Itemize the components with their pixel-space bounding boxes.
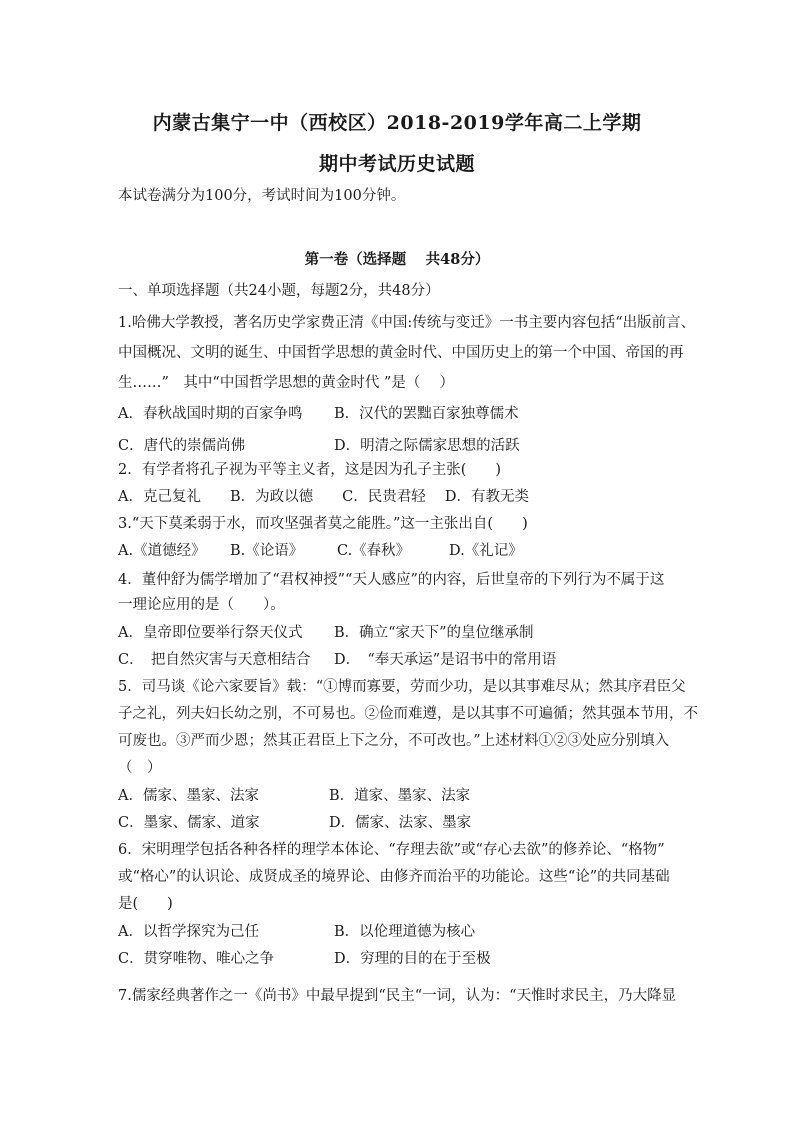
question-1-option-d: D．明清之际儒家思想的活跃 bbox=[334, 438, 520, 454]
question-4-line2: 一理论应用的是（ ）。 bbox=[118, 597, 285, 613]
question-6-option-b: B．以伦理道德为核心 bbox=[334, 924, 476, 940]
question-2-line1: 2．有学者将孔子视为平等主义者，这是因为孔子主张( ) bbox=[118, 462, 502, 478]
question-1-option-c: C．唐代的崇儒尚佛 bbox=[118, 438, 246, 454]
section-title: 第一卷（选择题 共48分） bbox=[304, 251, 490, 268]
question-5-option-d: D．儒家、法家、墨家 bbox=[329, 815, 472, 831]
question-4-option-d: D． “奉天承运”是诏书中的常用语 bbox=[334, 652, 557, 668]
question-3-option-c: C.《春秋》 bbox=[337, 543, 411, 559]
question-5-option-c: C．墨家、儒家、道家 bbox=[118, 815, 260, 831]
question-5-line4: （ ） bbox=[118, 760, 162, 776]
question-6-line1: 6．宋明理学包括各种各样的理学本体论、“存理去欲”或“存心去欲”的修养论、“格物” bbox=[118, 842, 665, 858]
question-2-options: A．克己复礼 B．为政以德 C．民贵君轻 D．有教无类 bbox=[118, 489, 529, 505]
question-4-option-c: C． 把自然灾害与天意相结合 bbox=[118, 652, 311, 668]
question-6-line3: 是( ) bbox=[118, 896, 173, 912]
exam-title-line2: 期中考试历史试题 bbox=[318, 153, 475, 175]
question-3-line1: 3.“天下莫柔弱于水，而攻坚强者莫之能胜。”这一主张出自( ) bbox=[118, 516, 528, 532]
question-4-option-a: A．皇帝即位要举行祭天仪式 bbox=[118, 625, 303, 641]
question-5-line2: 子之礼，列夫妇长幼之别，不可易也。②俭而难遵，是以其事不可遍循；然其强本节用，不 bbox=[118, 706, 698, 722]
section-instruction: 一、单项选择题（共24小题，每题2分，共48分） bbox=[118, 283, 440, 299]
question-7-line1: 7.儒家经典著作之一《尚书》中最早提到“民主“一词，认为：“天惟时求民主，乃大降显 bbox=[118, 988, 677, 1004]
question-3-option-b: B.《论语》 bbox=[230, 543, 304, 559]
question-6-line2: 或“格心”的认识论、成贤成圣的境界论、由修齐而治平的功能论。这些“论”的共同基础 bbox=[118, 869, 670, 885]
question-1-option-a: A．春秋战国时期的百家争鸣 bbox=[118, 406, 303, 422]
exam-title-line1: 内蒙古集宁一中（西校区）2018-2019学年高二上学期 bbox=[152, 112, 642, 134]
question-5-option-b: B．道家、墨家、法家 bbox=[329, 788, 471, 804]
question-5-option-a: A．儒家、墨家、法家 bbox=[118, 788, 259, 804]
question-1-option-b: B．汉代的罢黜百家独尊儒术 bbox=[334, 406, 519, 422]
question-5-line3: 可废也。③严而少恩；然其正君臣上下之分，不可改也。”上述材料①②③处应分别填入 bbox=[118, 733, 670, 749]
question-1-line1: 1.哈佛大学教授，著名历史学家费正清《中国:传统与变迁》一书主要内容包括“出版前言、 bbox=[118, 315, 696, 331]
question-6-option-d: D．穷理的目的在于至极 bbox=[334, 951, 491, 967]
question-6-option-c: C．贯穿唯物、唯心之争 bbox=[118, 951, 275, 967]
question-1-line3: 生……” 其中“中国哲学思想的黄金时代 ”是（ ） bbox=[118, 375, 454, 391]
question-5-line1: 5．司马谈《论六家要旨》载：“①博而寡要，劳而少功，是以其事难尽从；然其序君臣父 bbox=[118, 679, 686, 695]
exam-intro: 本试卷满分为100分，考试时间为100分钟。 bbox=[118, 188, 406, 204]
question-4-line1: 4．董仲舒为儒学增加了“君权神授”“天人感应”的内容，后世皇帝的下列行为不属于这 bbox=[118, 572, 665, 588]
question-3-option-d: D.《礼记》 bbox=[449, 543, 523, 559]
question-4-option-b: B．确立“家天下”的皇位继承制 bbox=[334, 625, 534, 641]
question-1-line2: 中国概况、文明的诞生、中国哲学思想的黄金时代、中国历史上的第一个中国、帝国的再 bbox=[118, 345, 684, 361]
question-6-option-a: A．以哲学探究为己任 bbox=[118, 924, 259, 940]
question-3-option-a: A.《道德经》 bbox=[118, 543, 206, 559]
